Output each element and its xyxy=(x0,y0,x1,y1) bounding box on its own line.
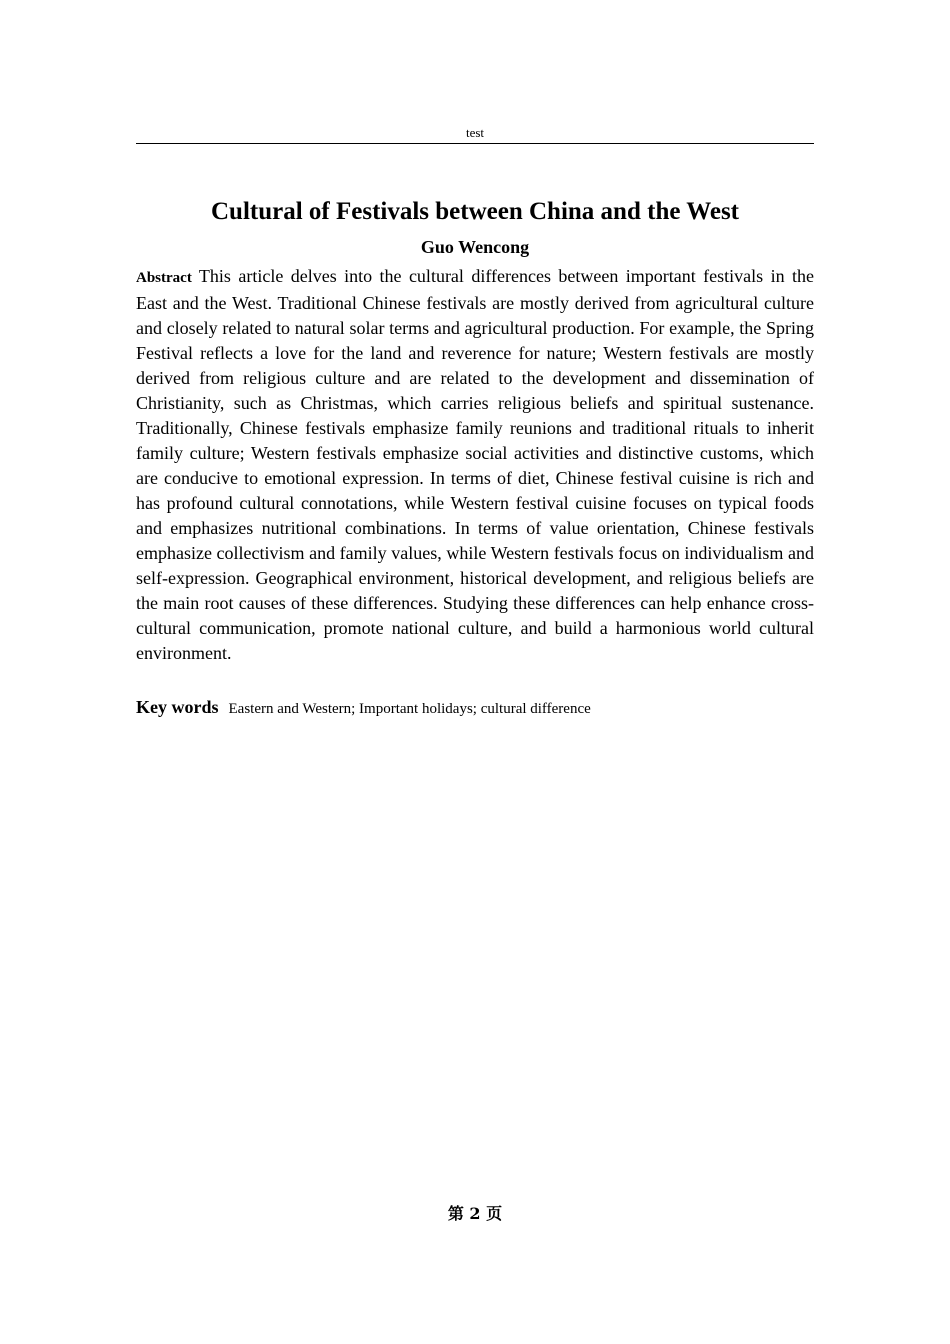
author-name: Guo Wencong xyxy=(420,237,530,257)
page-header xyxy=(136,125,814,144)
header-text: test xyxy=(465,125,485,140)
keywords-line xyxy=(136,694,814,722)
abstract-label: Abstract xyxy=(136,270,192,286)
abstract-text: This article delves into the cultural differences between important festivals in the East and the West. Traditional Chinese festivals are mostly derived from agricultural culture and closely related to natural solar terms and agricultural production. For example, the Spring Festival reflects a love for the land and reverence for nature; Western festivals are mostly derived from religious culture and are related to the development and dissemination of Christianity, such as Christmas, which carries religious beliefs and spiritual sustenance. Traditionally, Chinese festivals emphasize family reunions and traditional rituals to inherit family culture; Western festivals emphasize social activities and distinctive customs, which are conducive to emotional expression. In terms of diet, Chinese festival cuisine is rich and has profound cultural connotations, while Western festival cuisine focuses on typical foods and emphasizes nutritional combinations. In terms of value orientation, Chinese festivals emphasize collectivism and family values, while Western festivals focus on individualism and self-expression. Geographical environment, historical development, and religious beliefs are the main root causes of these differences. Studying these differences can help enhance cross-cultural communication, promote national culture, and build a harmonious world cultural environment. xyxy=(136,266,814,663)
abstract-paragraph xyxy=(136,264,814,666)
page-number: 第 2 页 xyxy=(447,1204,503,1223)
keywords-text: Eastern and Western; Important holidays; cultural difference xyxy=(228,701,591,717)
keywords-label: Key words xyxy=(136,697,219,717)
document-title: Cultural of Festivals between China and the West xyxy=(210,198,740,225)
